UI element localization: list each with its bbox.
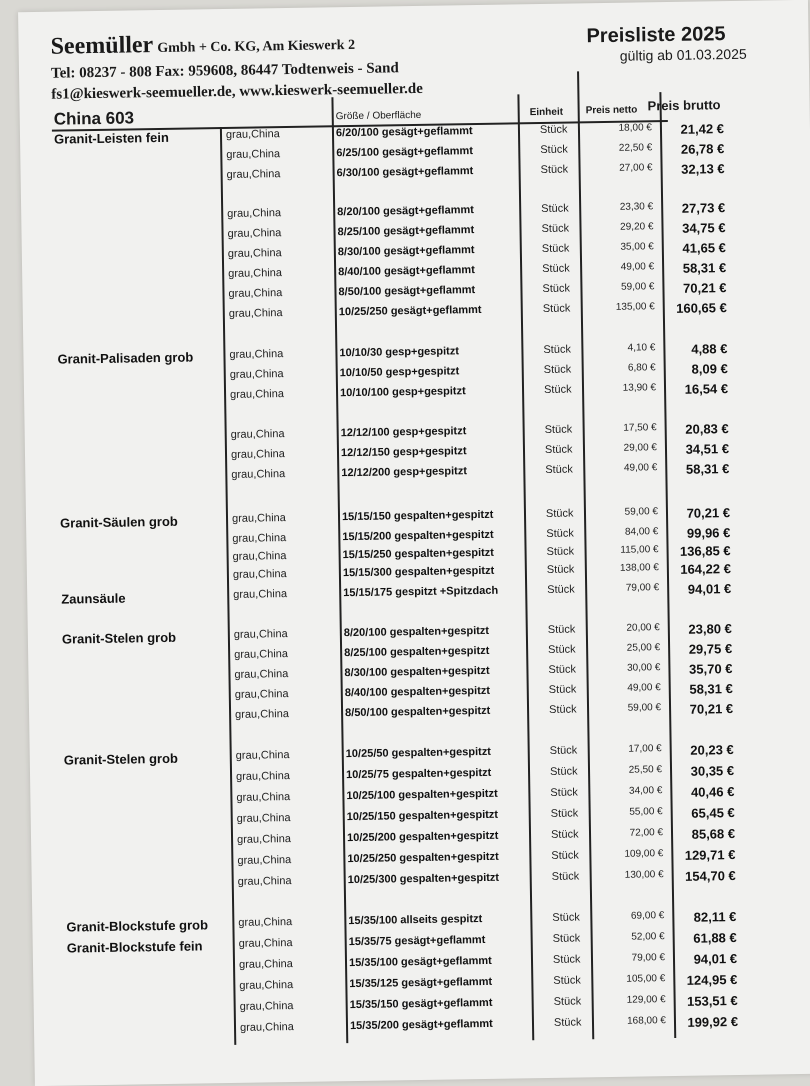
net-price-cell: 22,50 € (618, 142, 653, 154)
net-price-cell: 35,00 € (620, 241, 654, 253)
material-cell: grau,China (230, 428, 285, 441)
material-cell: grau,China (232, 532, 287, 545)
net-price-cell: 59,00 € (627, 702, 662, 714)
net-price-cell: 49,00 € (623, 462, 658, 474)
net-price-cell: 52,00 € (631, 931, 665, 943)
size-surface-cell: 8/40/100 gespalten+gespitzt (344, 684, 491, 700)
gross-price-cell: 129,71 € (684, 847, 736, 863)
net-price-cell: 30,00 € (626, 662, 661, 674)
net-price-cell: 138,00 € (619, 562, 659, 574)
net-price-cell: 6,80 € (627, 362, 656, 374)
size-surface-cell: 6/20/100 gesägt+geflammt (335, 125, 473, 140)
unit-cell: Stück (553, 1016, 582, 1029)
material-cell: grau,China (228, 267, 283, 280)
size-surface-cell: 8/40/100 gesägt+geflammt (338, 264, 475, 279)
gross-price-cell: 32,13 € (681, 161, 725, 177)
material-cell: grau,China (236, 812, 291, 825)
net-price-cell: 135,00 € (615, 301, 655, 313)
material-cell: grau,China (234, 648, 289, 661)
pricelist-title: Preisliste 2025 (586, 23, 726, 48)
gross-price-cell: 26,78 € (680, 141, 725, 157)
gross-price-cell: 153,51 € (686, 993, 738, 1009)
unit-cell: Stück (543, 343, 572, 356)
gross-price-cell: 164,22 € (680, 561, 731, 577)
net-price-cell: 79,00 € (631, 952, 666, 964)
material-cell: grau,China (227, 247, 282, 260)
unit-cell: Stück (552, 911, 580, 924)
unit-cell: Stück (553, 995, 582, 1008)
material-cell: grau,China (234, 688, 289, 701)
company-header (50, 29, 355, 61)
net-price-cell: 84,00 € (624, 526, 659, 538)
unit-cell: Stück (543, 363, 572, 376)
net-price-cell: 18,00 € (618, 122, 653, 134)
unit-cell: Stück (541, 222, 570, 236)
material-cell: grau,China (226, 148, 281, 161)
material-cell: grau,China (229, 348, 284, 361)
gross-price-cell: 34,75 € (682, 220, 726, 236)
net-price-cell: 115,00 € (620, 544, 659, 556)
material-cell: grau,China (225, 128, 280, 141)
gross-price-cell: 154,70 € (684, 868, 736, 884)
material-cell: grau,China (229, 368, 284, 381)
material-cell: grau,China (239, 979, 294, 992)
gross-price-cell: 4,88 € (691, 341, 728, 357)
material-cell: grau,China (228, 307, 283, 320)
size-surface-cell: 10/25/200 gespalten+gespitzt (346, 829, 499, 845)
material-cell: grau,China (235, 749, 290, 762)
valid-from-date: gültig ab 01.03.2025 (619, 45, 747, 64)
material-cell: grau,China (232, 550, 287, 563)
net-price-cell: 79,00 € (625, 582, 660, 594)
gross-price-cell: 8,09 € (691, 361, 728, 377)
material-cell: grau,China (232, 568, 287, 581)
unit-cell: Stück (547, 623, 576, 636)
unit-cell: Stück (541, 202, 569, 216)
size-surface-cell: 8/30/100 gespalten+gespitzt (344, 664, 490, 680)
unit-cell: Stück (550, 807, 579, 820)
size-surface-cell: 8/25/100 gesägt+geflammt (337, 224, 475, 239)
category-label: Granit-Palisaden grob (57, 349, 194, 367)
size-surface-cell: 10/25/100 gespalten+gespitzt (346, 787, 498, 803)
size-surface-cell: 8/30/100 gesägt+geflammt (337, 244, 475, 259)
net-price-cell: 69,00 € (630, 910, 665, 922)
column-header-size: Größe / Oberfläche (335, 109, 422, 123)
size-surface-cell: 8/50/100 gesägt+geflammt (338, 284, 476, 299)
unit-cell: Stück (542, 282, 571, 296)
unit-cell: Stück (540, 143, 568, 157)
size-surface-cell: 15/35/100 allseits gespitzt (348, 913, 483, 928)
gross-price-cell: 58,31 € (682, 260, 727, 276)
size-surface-cell: 15/35/125 gesägt+geflammt (349, 975, 493, 991)
unit-cell: Stück (540, 163, 569, 177)
gross-price-cell: 21,42 € (680, 121, 725, 137)
size-surface-cell: 10/25/75 gespalten+gespitzt (345, 766, 492, 782)
material-cell: grau,China (238, 958, 293, 971)
gross-price-cell: 29,75 € (688, 641, 733, 657)
size-surface-cell: 15/35/200 gesägt+geflammt (349, 1017, 493, 1033)
gross-price-cell: 124,95 € (686, 972, 738, 988)
net-price-cell: 109,00 € (624, 848, 664, 860)
size-surface-cell: 10/25/300 gespalten+gespitzt (347, 871, 500, 887)
material-cell: grau,China (230, 448, 285, 461)
company-name: Seemüller (50, 32, 154, 60)
material-cell: grau,China (238, 916, 293, 929)
net-price-cell: 105,00 € (626, 973, 666, 985)
net-price-cell: 23,30 € (619, 201, 654, 213)
unit-cell: Stück (543, 383, 572, 396)
size-surface-cell: 8/25/100 gespalten+gespitzt (344, 644, 490, 660)
category-label: Granit-Leisten fein (53, 129, 170, 147)
net-price-cell: 59,00 € (620, 281, 655, 293)
gross-price-cell: 27,73 € (681, 200, 726, 216)
material-cell: grau,China (235, 770, 291, 783)
size-surface-cell: 8/50/100 gespalten+gespitzt (345, 704, 491, 720)
material-cell: grau,China (227, 227, 282, 240)
gross-price-cell: 94,01 € (693, 951, 738, 967)
material-cell: grau,China (233, 628, 288, 641)
contact-line-phone: Tel: 08237 - 808 Fax: 959608, 86447 Todtenweis - Sand (50, 60, 399, 82)
company-suffix: Gmbh + Co. KG, Am Kieswerk 2 (157, 37, 356, 57)
unit-cell: Stück (546, 527, 574, 540)
net-price-cell: 13,90 € (622, 382, 657, 394)
net-price-cell: 20,00 € (626, 622, 660, 634)
material-cell: grau,China (231, 468, 286, 481)
size-surface-cell: 8/20/100 gespalten+gespitzt (343, 624, 490, 640)
unit-cell: Stück (548, 683, 577, 696)
unit-cell: Stück (544, 423, 573, 436)
material-cell: grau,China (228, 287, 283, 300)
size-surface-cell: 12/12/200 gesp+gespitzt (341, 465, 468, 480)
material-cell: grau,China (229, 388, 285, 401)
material-cell: grau,China (239, 1020, 294, 1034)
net-price-cell: 55,00 € (629, 806, 663, 818)
gross-price-cell: 136,85 € (679, 543, 731, 559)
gross-price-cell: 58,31 € (689, 681, 733, 697)
unit-cell: Stück (553, 974, 581, 987)
net-price-cell: 49,00 € (620, 261, 655, 273)
size-surface-cell: 10/25/250 gesägt+geflammt (338, 303, 482, 319)
unit-cell: Stück (547, 583, 575, 596)
gross-price-cell: 70,21 € (682, 280, 727, 296)
unit-cell: Stück (549, 744, 578, 757)
unit-cell: Stück (552, 953, 581, 966)
unit-cell: Stück (542, 302, 571, 315)
net-price-cell: 59,00 € (624, 506, 659, 518)
unit-cell: Stück (548, 643, 576, 656)
gross-price-cell: 35,70 € (688, 661, 733, 677)
net-price-cell: 25,00 € (626, 642, 661, 654)
gross-price-cell: 82,11 € (693, 909, 737, 925)
gross-price-cell: 20,23 € (690, 742, 734, 758)
net-price-cell: 25,50 € (628, 764, 663, 776)
material-cell: grau,China (239, 1000, 294, 1013)
unit-cell: Stück (541, 242, 570, 256)
column-header-gross: Preis brutto (647, 97, 721, 114)
net-price-cell: 130,00 € (624, 869, 664, 881)
contact-line-web: fs1@kieswerk-seemueller.de, www.kieswerk-seemueller.de (51, 80, 423, 103)
size-surface-cell: 12/12/100 gesp+gespitzt (340, 425, 467, 440)
unit-cell: Stück (550, 828, 579, 841)
unit-cell: Stück (549, 765, 578, 778)
size-surface-cell: 15/35/150 gesägt+geflammt (349, 996, 493, 1012)
material-cell: grau,China (238, 937, 293, 950)
unit-cell: Stück (552, 932, 581, 945)
net-price-cell: 29,20 € (620, 221, 654, 233)
size-surface-cell: 6/30/100 gesägt+geflammt (336, 165, 474, 180)
unit-cell: Stück (551, 849, 579, 862)
material-cell: grau,China (235, 708, 290, 721)
gross-price-cell: 70,21 € (686, 505, 731, 521)
unit-cell: Stück (542, 262, 570, 276)
size-surface-cell: 10/10/100 gesp+gespitzt (339, 385, 466, 400)
size-surface-cell: 10/25/150 gespalten+gespitzt (346, 808, 499, 824)
size-surface-cell: 8/20/100 gesägt+geflammt (337, 204, 474, 219)
unit-cell: Stück (545, 463, 573, 476)
net-price-cell: 27,00 € (619, 162, 653, 174)
unit-cell: Stück (548, 703, 577, 716)
gross-price-cell: 199,92 € (687, 1014, 739, 1030)
net-price-cell: 4,10 € (627, 342, 656, 354)
size-surface-cell: 15/15/175 gespitzt +Spitzdach (343, 584, 499, 600)
material-cell: grau,China (234, 668, 289, 681)
size-surface-cell: 15/35/100 gesägt+geflammt (348, 954, 492, 970)
unit-cell: Stück (548, 663, 577, 676)
category-label: Granit-Blockstufe grob (66, 917, 209, 935)
net-price-cell: 72,00 € (629, 827, 664, 839)
size-surface-cell: 6/25/100 gesägt+geflammt (336, 145, 474, 160)
section-title: China 603 (53, 108, 135, 129)
net-price-cell: 49,00 € (627, 682, 661, 694)
gross-price-cell: 30,35 € (690, 763, 735, 779)
gross-price-cell: 20,83 € (685, 421, 729, 437)
size-surface-cell: 10/10/30 gesp+gespitzt (339, 345, 460, 360)
category-label: Granit-Säulen grob (59, 513, 178, 531)
category-label: Granit-Blockstufe fein (66, 938, 203, 956)
net-price-cell: 17,00 € (628, 743, 662, 755)
gross-price-cell: 40,46 € (690, 784, 735, 800)
size-surface-cell: 10/10/50 gesp+gespitzt (339, 365, 460, 380)
category-label: Granit-Stelen grob (61, 629, 177, 647)
unit-cell: Stück (546, 563, 575, 576)
size-surface-cell: 15/15/250 gespalten+gespitzt (342, 546, 495, 562)
unit-cell: Stück (551, 870, 580, 883)
size-surface-cell: 10/25/250 gespalten+gespitzt (347, 850, 499, 866)
unit-cell: Stück (550, 786, 578, 799)
gross-price-cell: 160,65 € (676, 300, 727, 316)
column-header-net: Preis netto (585, 104, 638, 117)
column-header-unit: Einheit (529, 106, 564, 119)
net-price-cell: 34,00 € (628, 785, 663, 797)
net-price-cell: 129,00 € (626, 994, 666, 1006)
gross-price-cell: 99,96 € (686, 525, 731, 541)
material-cell: grau,China (226, 168, 281, 181)
gross-price-cell: 85,68 € (691, 826, 736, 842)
category-label: Granit-Stelen grob (63, 750, 179, 768)
gross-price-cell: 16,54 € (684, 381, 729, 397)
size-surface-cell: 15/15/150 gespalten+gespitzt (341, 508, 494, 524)
size-surface-cell: 15/35/75 gesägt+geflammt (348, 933, 486, 949)
size-surface-cell: 15/15/300 gespalten+gespitzt (342, 564, 495, 580)
unit-cell: Stück (546, 545, 575, 558)
unit-cell: Stück (544, 443, 573, 456)
material-cell: grau,China (237, 854, 292, 867)
price-list-sheet (18, 0, 810, 1086)
net-price-cell: 17,50 € (623, 422, 657, 434)
size-surface-cell: 15/15/200 gespalten+gespitzt (342, 528, 494, 544)
gross-price-cell: 34,51 € (685, 441, 730, 457)
size-surface-cell: 10/25/50 gespalten+gespitzt (345, 745, 492, 761)
material-cell: grau,China (237, 875, 292, 888)
size-surface-cell: 12/12/150 gesp+gespitzt (340, 445, 467, 460)
gross-price-cell: 70,21 € (689, 701, 734, 717)
gross-price-cell: 58,31 € (685, 461, 730, 477)
material-cell: grau,China (236, 833, 291, 846)
gross-price-cell: 23,80 € (688, 621, 732, 637)
unit-cell: Stück (539, 123, 568, 137)
unit-cell: Stück (545, 507, 574, 520)
net-price-cell: 168,00 € (626, 1015, 667, 1027)
material-cell: grau,China (236, 791, 291, 804)
gross-price-cell: 65,45 € (691, 805, 735, 821)
material-cell: grau,China (231, 512, 286, 525)
net-price-cell: 29,00 € (623, 442, 658, 454)
gross-price-cell: 41,65 € (682, 240, 726, 256)
material-cell: grau,China (227, 207, 282, 220)
material-cell: grau,China (233, 588, 288, 601)
category-label: Zaunsäule (61, 590, 126, 607)
gross-price-cell: 61,88 € (693, 930, 737, 946)
gross-price-cell: 94,01 € (687, 581, 732, 597)
